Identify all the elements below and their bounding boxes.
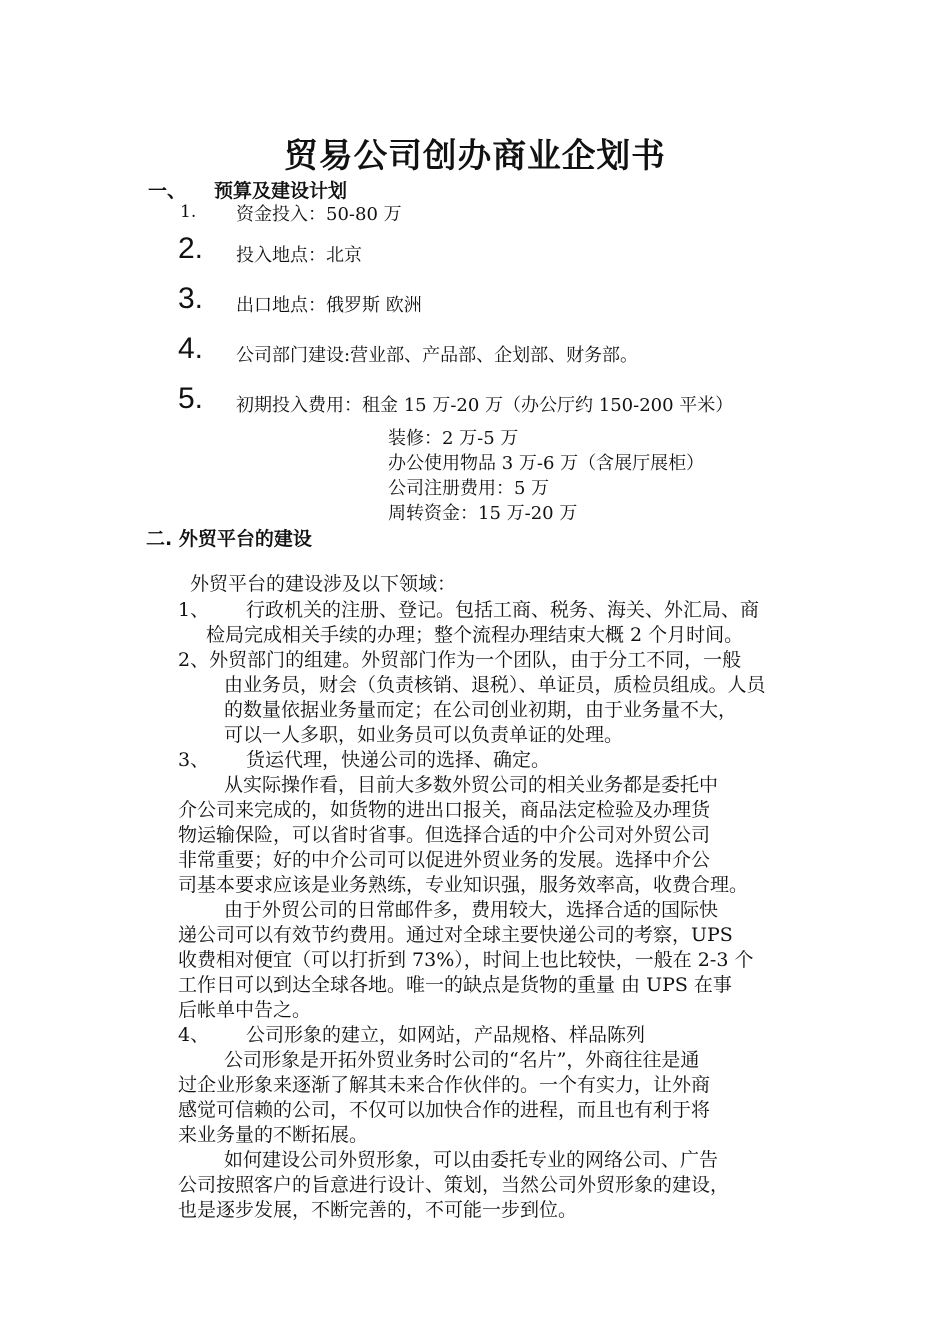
para-4b-line: 公司按照客户的旨意进行设计、策划，当然公司外贸形象的建设， [178,1174,730,1196]
para-4a-line: 公司形象是开拓外贸业务时公司的“名片”，外商往往是通 [224,1049,700,1071]
item-5-text: 初期投入费用：租金 15 万-20 万（办公厅约 150-200 平米） [236,395,734,416]
para-4a-line: 来业务量的不断拓展。 [178,1124,369,1146]
item-3-number: 3. [178,282,204,315]
section-1-heading: 预算及建设计划 [214,180,348,202]
para-1-number: 1、 [178,599,210,621]
para-4a-line: 感觉可信赖的公司，不仅可以加快合作的进程，而且也有利于将 [178,1099,711,1121]
para-3a-line: 非常重要；好的中介公司可以促进外贸业务的发展。选择中介公 [178,849,711,871]
para-4b-line: 也是逐步发展，不断完善的，不可能一步到位。 [178,1199,578,1221]
para-4-title: 公司形象的建立，如网站，产品规格、样品陈列 [246,1024,646,1046]
para-1-line: 行政机关的注册、登记。包括工商、税务、海关、外汇局、商 [246,599,760,621]
item-4-text: 公司部门建设:营业部、产品部、企划部、财务部。 [236,345,639,366]
cost-line: 公司注册费用：5 万 [388,478,550,499]
item-4-number: 4. [178,332,204,365]
para-3a-line: 司基本要求应该是业务熟练，专业知识强，服务效率高，收费合理。 [178,874,749,896]
para-2-line: 可以一人多职，如业务员可以负责单证的处理。 [224,724,624,746]
para-3a-line: 物运输保险，可以省时省事。但选择合适的中介公司对外贸公司 [178,824,711,846]
para-3-number: 3、 [178,749,210,771]
para-4a-line: 过企业形象来逐渐了解其未来合作伙伴的。一个有实力，让外商 [178,1074,711,1096]
para-3a-line: 介公司来完成的，如货物的进出口报关，商品法定检验及办理货 [178,799,711,821]
para-2-line: 2、外贸部门的组建。外贸部门作为一个团队，由于分工不同，一般 [178,649,742,671]
cost-line: 周转资金：15 万-20 万 [388,503,578,524]
item-2-number: 2. [178,232,204,265]
para-3b-line: 后帐单中告之。 [178,999,312,1021]
item-3-text: 出口地点：俄罗斯 欧洲 [236,295,422,316]
para-4b-line: 如何建设公司外贸形象，可以由委托专业的网络公司、广告 [224,1149,719,1171]
section-1-number: 一、 [148,180,187,202]
para-1-line: 检局完成相关手续的办理；整个流程办理结束大概 2 个月时间。 [206,624,744,646]
cost-line: 办公使用物品 3 万-6 万（含展厅展柜） [388,453,705,474]
section-2-heading: 二. 外贸平台的建设 [146,528,312,550]
para-3b-line: 由于外贸公司的日常邮件多，费用较大，选择合适的国际快 [224,899,719,921]
item-5-number: 5. [178,382,204,415]
para-3b-line: 工作日可以到达全球各地。唯一的缺点是货物的重量 由 UPS 在事 [178,974,732,996]
item-1-number: 1. [180,202,197,222]
section-2-intro: 外贸平台的建设涉及以下领域： [190,573,457,595]
para-4-number: 4、 [178,1024,210,1046]
document-title: 贸易公司创办商业企划书 [284,136,666,175]
para-3a-line: 从实际操作看，目前大多数外贸公司的相关业务都是委托中 [224,774,719,796]
para-3-title: 货运代理，快递公司的选择、确定。 [246,749,551,771]
item-1-text: 资金投入：50-80 万 [236,204,402,225]
para-3b-line: 收费相对便宜（可以打折到 73%），时间上也比较快，一般在 2-3 个 [178,949,754,971]
para-3b-line: 递公司可以有效节约费用。通过对全球主要快递公司的考察，UPS [178,924,733,946]
para-2-line: 的数量依据业务量而定；在公司创业初期，由于业务量不大， [224,699,738,721]
cost-line: 装修：2 万-5 万 [388,428,519,449]
para-2-line: 由业务员，财会（负责核销、退税）、单证员，质检员组成。人员 [224,674,766,696]
item-2-text: 投入地点：北京 [236,245,362,266]
